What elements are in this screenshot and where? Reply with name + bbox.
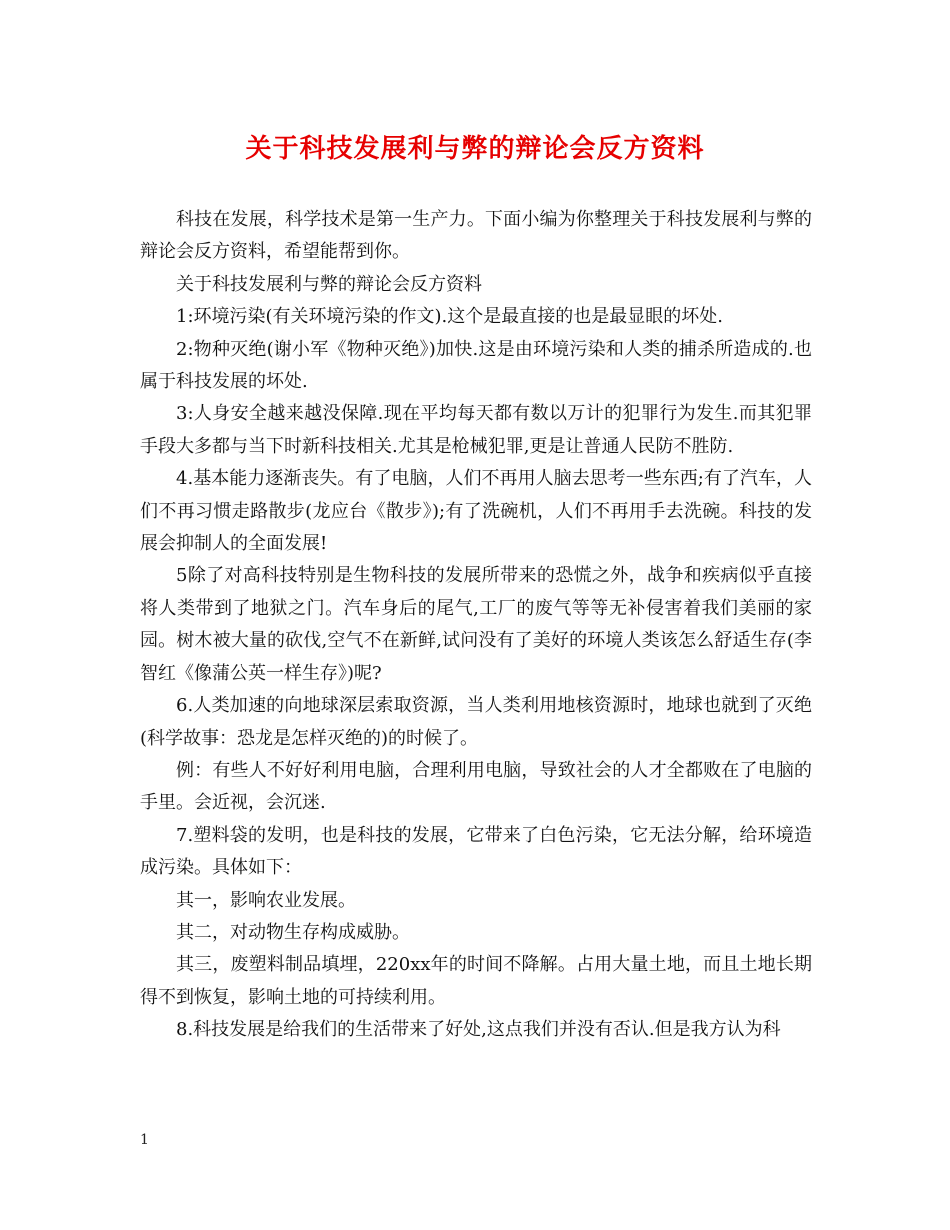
paragraph: 6.人类加速的向地球深层索取资源，当人类利用地核资源时，地球也就到了灭绝(科学故事：恐龙是怎样灭绝的)的时候了。 [140, 695, 812, 749]
paragraph: 7.塑料袋的发明，也是科技的发展，它带来了白色污染，它无法分解，给环境造成污染。具体如下： [140, 824, 812, 879]
paragraph: 3:人身安全越来越没保障.现在平均每天都有数以万计的犯罪行为发生.而其犯罪手段大多都与当下时新科技相关.尤其是枪械犯罪,更是让普通人民防不胜防. [140, 403, 812, 457]
document-title: 关于科技发展利与弊的辩论会反方资料 [245, 134, 705, 164]
paragraph: 科技在发展，科学技术是第一生产力。下面小编为你整理关于科技发展利与弊的辩论会反方资料，希望能帮到你。 [140, 209, 812, 263]
paragraph: 其三，废塑料制品填埋，220xx年的时间不降解。占用大量土地，而且土地长期得不到恢复，影响土地的可持续利用。 [140, 954, 812, 1008]
paragraph: 其一，影响农业发展。 [176, 889, 356, 911]
paragraph: 4.基本能力逐渐丧失。有了电脑，人们不再用人脑去思考一些东西;有了汽车，人们不再习惯走路散步(龙应台《散步》);有了洗碗机，人们不再用手去洗碗。科技的发展会抑制人的全面发展! [140, 468, 812, 555]
paragraph: 8.科技发展是给我们的生活带来了好处,这点我们并没有否认.但是我方认为科 [176, 1019, 781, 1041]
paragraph: 其二，对动物生存构成威胁。 [176, 921, 410, 943]
paragraph: 例：有些人不好好利用电脑，合理利用电脑，导致社会的人才全都败在了电脑的手里。会近视，会沉迷. [140, 759, 812, 814]
page-number: 1 [140, 1132, 149, 1148]
paragraph: 1:环境污染(有关环境污染的作文).这个是最直接的也是最显眼的坏处. [176, 306, 724, 328]
paragraph: 5除了对高科技特别是生物科技的发展所带来的恐慌之外，战争和疾病似乎直接将人类带到了地狱之门。汽车身后的尾气,工厂的废气等等无补侵害着我们美丽的家园。树木被大量的砍伐,空气不在新鲜,试问没有了美好的环境人类该怎么舒适生存(李智红《像蒲公英一样生存》)呢? [140, 565, 812, 684]
paragraph: 2:物种灭绝(谢小军《物种灭绝》)加快.这是由环境污染和人类的捕杀所造成的.也属于科技发展的坏处. [140, 338, 812, 393]
document-body [140, 204, 812, 1047]
paragraph: 关于科技发展利与弊的辩论会反方资料 [176, 273, 482, 295]
